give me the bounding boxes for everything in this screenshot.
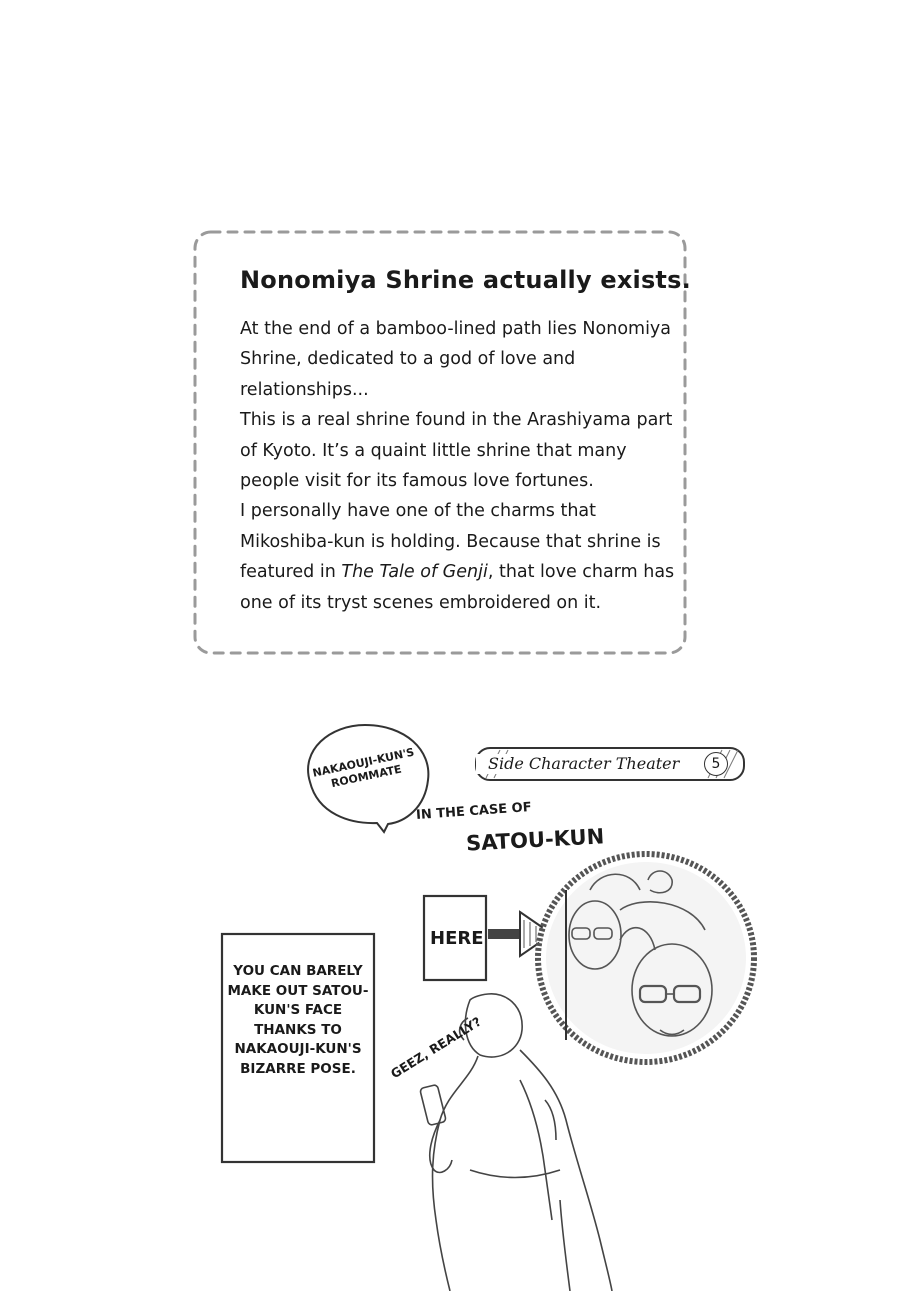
note-paragraph-3 xyxy=(240,496,680,618)
note-paragraph-2: This is a real shrine found in the Arashiyama part of Kyoto. It’s a quaint little shrine that many people visit for its famous love fortunes. xyxy=(240,410,673,492)
note-paragraph-3-end: , that love charm has one of its tryst scenes embroidered on it. xyxy=(240,562,675,613)
satou-photo-circle xyxy=(538,854,754,1062)
side-character-comic xyxy=(0,700,900,1291)
episode-number-badge: 5 xyxy=(704,752,728,776)
note-paragraph-1: At the end of a bamboo-lined path lies Nonomiya Shrine, dedicated to a god of love and relationships... xyxy=(240,319,672,400)
character-name: SATOU-KUN xyxy=(465,824,605,856)
note-body xyxy=(240,314,680,618)
note-paragraph-3-start: I personally have one of the charms that Mikoshiba-kun is holding. Because that shrine is featured in xyxy=(240,501,661,583)
here-label: HERE xyxy=(430,928,484,949)
caption-text: YOU CAN BARELY MAKE OUT SATOU-KUN'S FACE THANKS TO NAKAOUJI-KUN'S BIZARRE POSE. xyxy=(227,963,369,1077)
series-tag-label: Side Character Theater xyxy=(476,754,679,774)
reaction-text: GEEZ, REALLY? xyxy=(387,1013,484,1082)
shrine-note-box xyxy=(192,228,689,657)
note-title: Nonomiya Shrine actually exists. xyxy=(240,266,691,294)
comic-line-art xyxy=(0,700,900,1291)
speech-bubble-text: NAKAOUJI-KUN'S ROOMMATE xyxy=(311,745,416,791)
series-tag xyxy=(476,748,744,780)
book-title: The Tale of Genji xyxy=(341,562,488,583)
case-intro-text: IN THE CASE OF xyxy=(415,799,533,824)
